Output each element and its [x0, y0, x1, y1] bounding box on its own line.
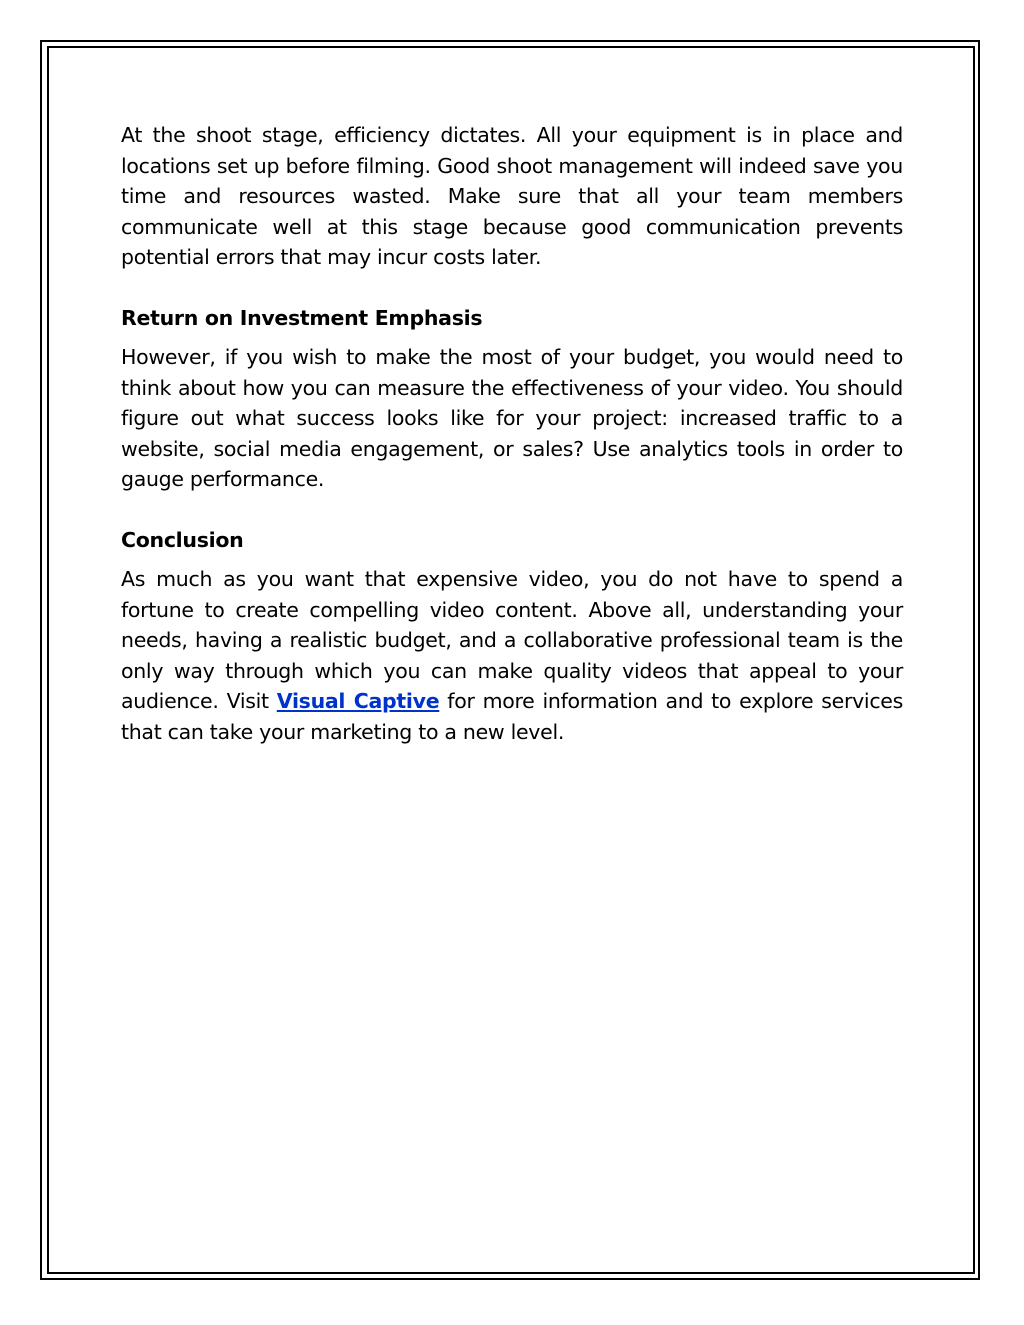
conclusion-text-after-link: for more information and to explore services that can take your marketing to a new level. [121, 689, 903, 744]
roi-paragraph: However, if you wish to make the most of your budget, you would need to think about how you can measure the effectiveness of your video. You should figure out what success looks like for your project: increased traffic to a website, social media engagement, or sales? Use analytics tools in order to gauge performance. [121, 344, 903, 492]
visual-captive-link[interactable]: Visual Captive [276, 689, 440, 714]
conclusion-text-before-link: As much as you want that expensive video, you do not have to spend a fortune to create compelling video content. Above all, understanding your needs, having a realistic budget, and a collaborative professional team is the only way through which you can make quality videos that appeal to your audience. Visit [121, 566, 903, 714]
conclusion-heading: Conclusion [121, 527, 244, 552]
conclusion-paragraph [121, 564, 903, 748]
document-body [121, 120, 903, 748]
roi-heading: Return on Investment Emphasis [121, 305, 483, 330]
intro-paragraph: At the shoot stage, efficiency dictates. All your equipment is in place and locations set up before filming. Good shoot management will indeed save you time and resources wasted. Make sure that all your team members communicate well at this stage because good communication prevents potential errors that may incur costs later. [121, 123, 903, 270]
